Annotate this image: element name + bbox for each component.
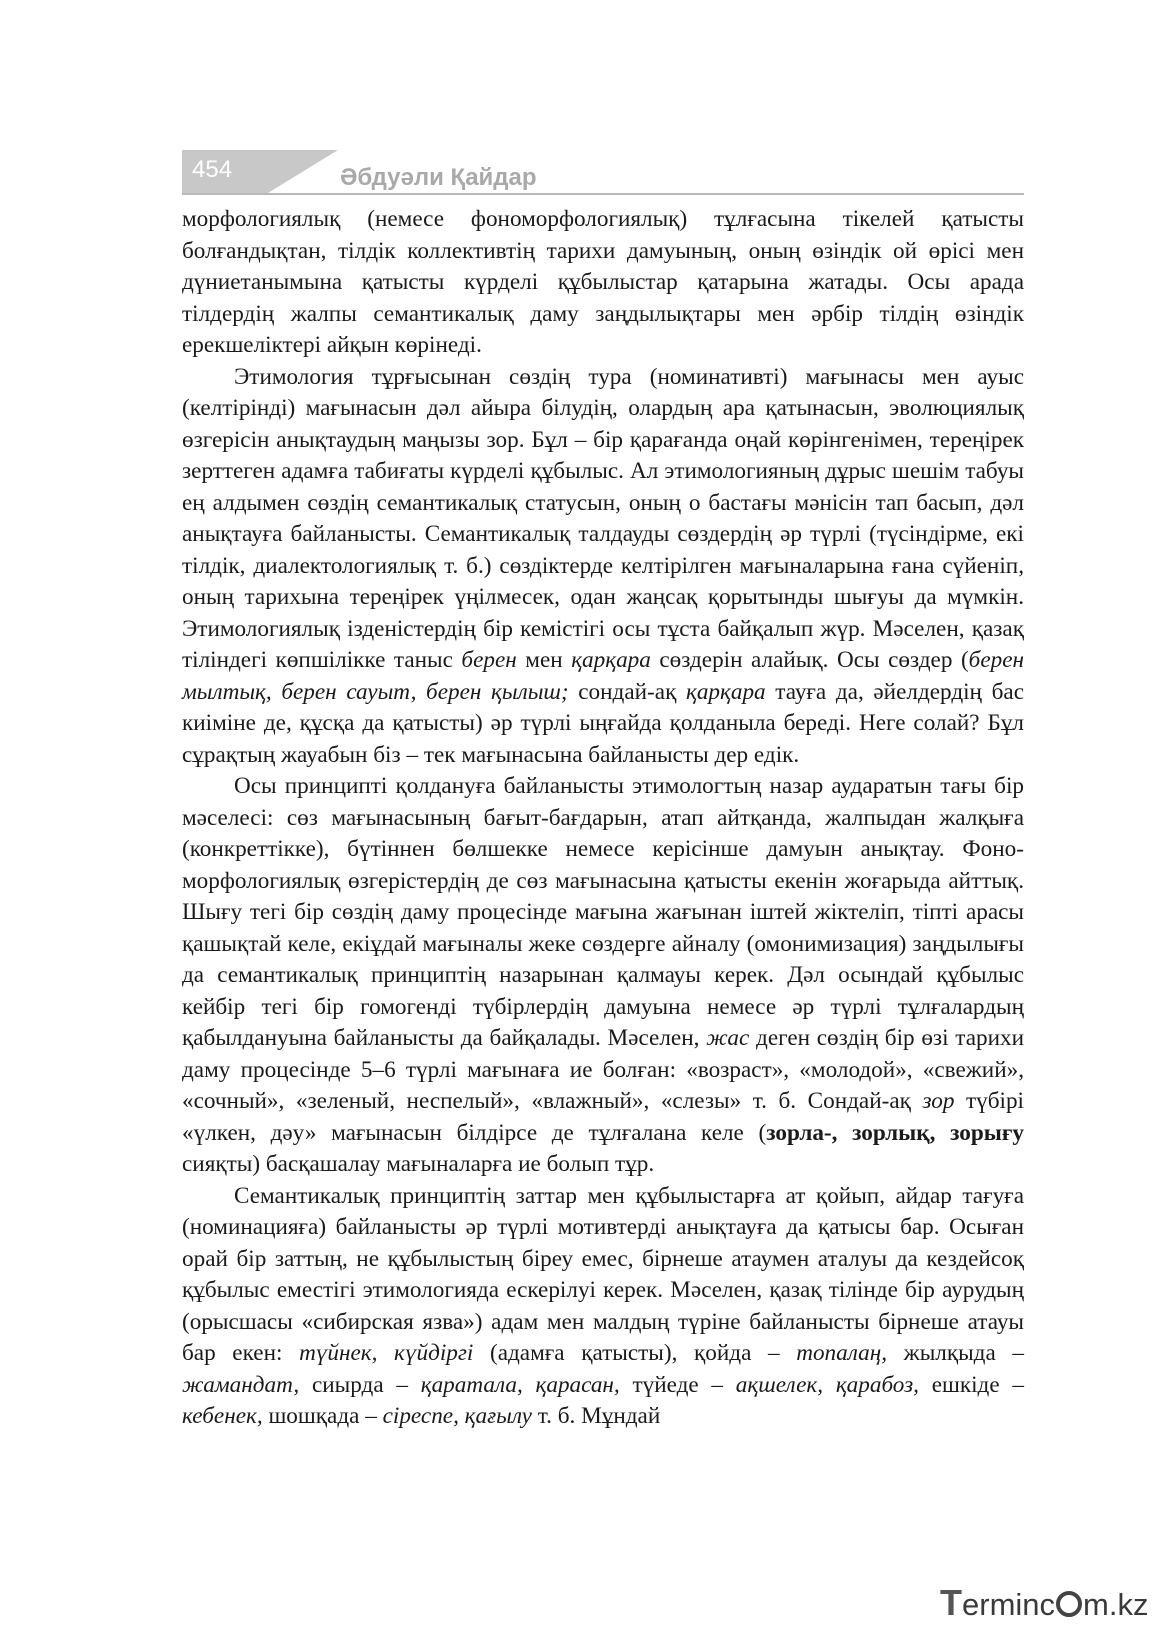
italic-term: жамандат, (182, 1371, 300, 1398)
watermark-domain: m.kz (1083, 1587, 1149, 1622)
italic-term: қаратала, қарасан, (420, 1371, 620, 1398)
text-run: т. б. Мұндай (531, 1403, 661, 1429)
gear-icon (1056, 1591, 1082, 1617)
text-run: шошқада – (262, 1403, 383, 1429)
text-run: морфологиялық (немесе фономорфологиялық) тұлғасына тікелей қатысты болғандықтан, тілдік коллективтің тарихи дамуының, оның өзіндік ой өрісі мен дүниетанымына қатысты күрделі құбылыстар қатарына жатады. Осы арада тілдердің жалпы семантикалық даму заңдылықтары мен әрбір тілдің өзіндік ерекшеліктері айқын көрінеді. (182, 206, 1024, 358)
italic-term: жас (706, 1025, 750, 1051)
bold-term: зорла-, зорлық, зорығу (766, 1119, 1024, 1146)
paragraph (182, 362, 1024, 772)
italic-term: ақшелек, қарабоз, (735, 1371, 919, 1398)
text-run: мен (516, 647, 572, 673)
page-number-tab-wedge (268, 150, 338, 193)
watermark-letter: T (940, 1582, 962, 1623)
text-run: жылқыда – (887, 1340, 1024, 1366)
text-run: (адамға қатысты), қойда – (473, 1340, 797, 1366)
italic-term: зор (922, 1088, 955, 1114)
header-rule (182, 193, 1024, 195)
italic-term: кебенек, (182, 1403, 263, 1429)
watermark-text: erminc (962, 1587, 1056, 1622)
italic-term: түйнек, күйдіргі (299, 1340, 474, 1366)
text-run: Этимология тұрғысынан сөздің тура (номинативті) мағынасы мен ауыс (келтірінді) мағынасын дәл айыра білудің, олардың ара қатынасын, эволюциялық өзгерісін анықтаудың маңызы зор. Бұл – бір қарағанда оңай көрінгенімен, тереңірек зерттеген адамға табиғаты күрделі құбылыс. Ал этимологияның дұрыс шешім табуы ең алдымен сөздің семантикалық статусын, оның о бастағы мәнісін тап басып, дәл анықтауға байланысты. Семантикалық талдауды сөздердің әр түрлі (түсіндірме, екі тілдік, диалектологиялық т. б.) сөздіктерде келтірілген мағыналарына ғана сүйеніп, оның тарихына тереңірек үңілмесек, одан жаңсақ қорытынды шығуы да мүмкін. Этимологиялық ізденістердің бір кемістігі осы тұста байқалып жүр. Мәселен, қазақ тіліндегі көпшілікке таныс (182, 363, 1024, 673)
site-watermark (940, 1582, 1148, 1622)
page-header (182, 150, 1024, 196)
paragraph (182, 1181, 1024, 1433)
text-run: сөздерін алайық. Осы сөздер ( (650, 647, 969, 673)
text-run: түбірі «үлкен, дәу» мағынасын білдірсе де тұлғалана келе ( (182, 1088, 1024, 1146)
text-run: сондай-ақ (568, 678, 686, 705)
text-run: тауға да, әйелдердің бас киіміне де, құсқа да қатысты) әр түрлі ыңғайда қолданыла береді. Неге солай? Бұл сұрақтың жауабын біз – тек мағынасына байланысты дер едік. (182, 678, 1024, 768)
text-run: Семантикалық принциптің заттар мен құбылыстарға ат қойып, айдар тағуға (номинацияға) байланысты әр түрлі мотивтерді анықтауға да қатысы бар. Осыған орай бір заттың, не құбылыстың біреу емес, бірнеше атаумен аталуы да кездейсоқ құбылыс еместігі этимологияда ескерілуі керек. Мәселен, қазақ тілінде бір аурудың (орысшасы «сибирская язва») адам мен малдың түріне байланысты бірнеше атауы бар екен: (182, 1182, 1024, 1366)
text-run: түйеде – (619, 1371, 736, 1398)
italic-term: берен мылтық, берен сауыт, берен қылыш; (182, 647, 1025, 705)
italic-term: қарқара (571, 647, 651, 673)
text-run: ешкіде – (918, 1371, 1024, 1398)
body-text (182, 204, 1024, 1433)
italic-term: топалаң, (796, 1340, 888, 1366)
text-run: сиырда – (299, 1371, 421, 1398)
italic-term: берен (461, 647, 517, 673)
paragraph (182, 771, 1024, 1181)
italic-term: қарқара (685, 678, 766, 705)
text-run: сияқты) басқашалау мағыналарға ие болып тұр. (182, 1151, 655, 1177)
running-title: Әбдуәли Қайдар (340, 164, 537, 191)
page-number: 454 (192, 156, 233, 183)
italic-term: сіреспе, қағылу (382, 1403, 532, 1429)
text-run: Осы принципті қолдануға байланысты этимологтың назар аударатын тағы бір мәселесі: сөз мағынасының бағыт-бағдарын, атап айтқанда, жалпыдан жалқыға (конкреттікке), бүтіннен бөлшекке немесе керісінше дамуын анықтау. Фоно-морфологиялық өзгерістердің де сөз мағынасына қатысты екенін жоғарыда айттық. Шығу тегі бір сөздің даму процесінде мағына жағынан іштей жіктеліп, тіпті арасы қашықтай келе, екіұдай мағыналы жеке сөздерге айналу (омонимизация) заңдылығы да семантикалық принциптің назарынан қалмауы керек. Дәл осындай құбылыс кейбір тегі бір гомогенді түбірлердің дамуына немесе әр түрлі тұлғалардың қабылдануына байланысты да байқалады. Мәселен, (182, 773, 1024, 1051)
paragraph (182, 204, 1024, 362)
text-run: деген сөздің бір өзі тарихи даму процесінде 5–6 түрлі мағынаға ие болған: «возраст», «молодой», «свежий», «сочный», «зеленый, неспелый», «влажный», «слезы» т. б. Сондай-ақ (182, 1025, 1024, 1114)
